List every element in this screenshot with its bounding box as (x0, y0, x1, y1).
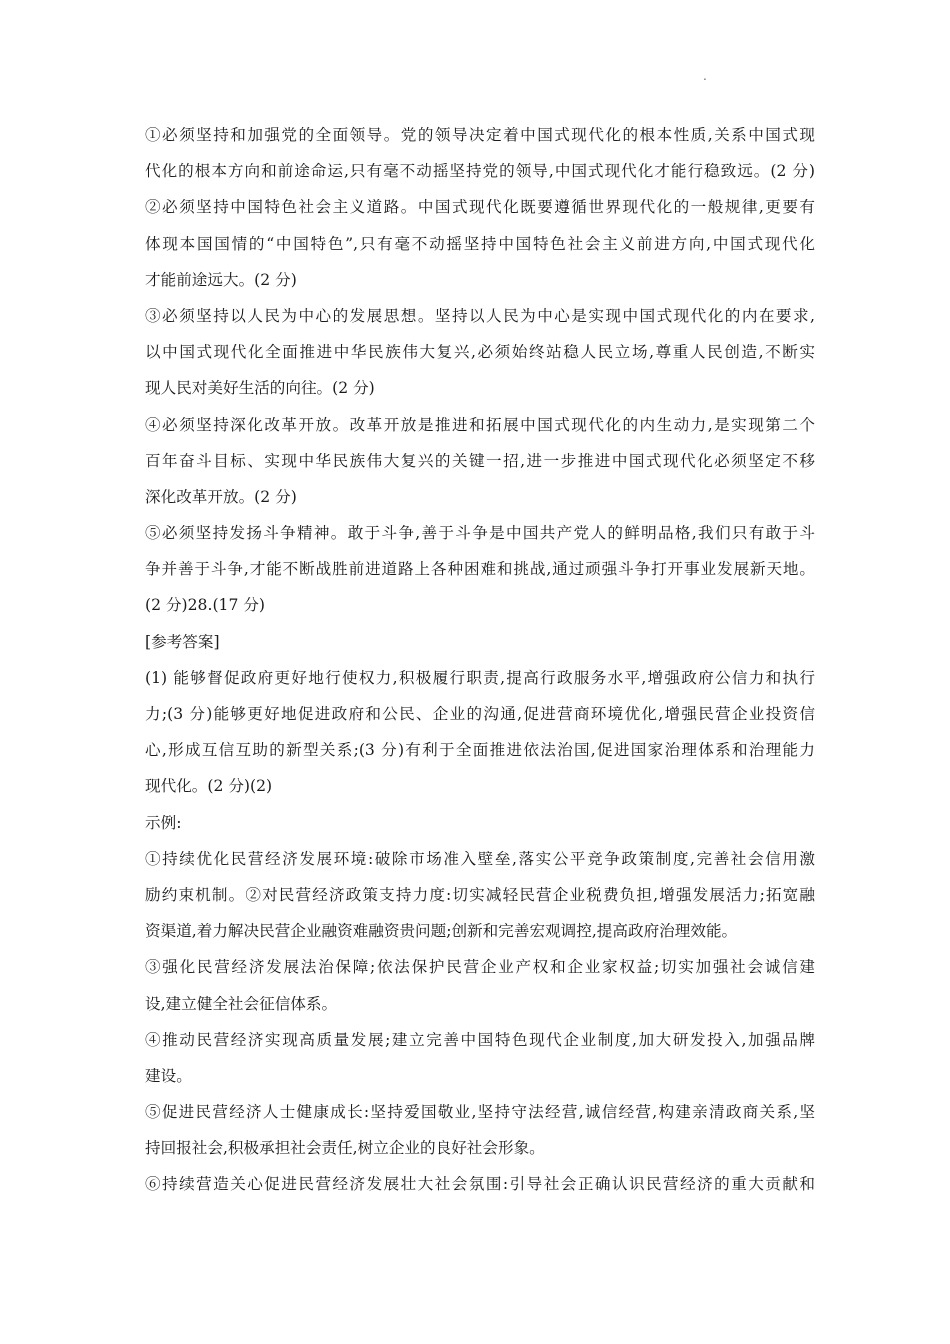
text-line: 现人民对美好生活的向往。(2 分) (145, 379, 375, 398)
text-line: [参考答案] (145, 632, 220, 651)
text-line: ④推动民营经济实现高质量发展;建立完善中国特色现代企业制度,加大研发投入,加强品牌 (145, 1030, 815, 1049)
text-line: ②必须坚持中国特色社会主义道路。中国式现代化既要遵循世界现代化的一般规律,更要有 (145, 198, 815, 217)
text-line: 心,形成互信互助的新型关系;(3 分)有利于全面推进依法治国,促进国家治理体系和治理能力 (145, 741, 815, 760)
text-line: ③强化民营经济发展法治保障;依法保护民营企业产权和企业家权益;切实加强社会诚信建 (145, 958, 815, 977)
text-line: 深化改革开放。(2 分) (145, 487, 297, 506)
text-line: 建设。 (145, 1066, 192, 1085)
text-line: 才能前途远大。(2 分) (145, 270, 297, 289)
text-line: 资渠道,着力解决民营企业融资难融资贵问题;创新和完善宏观调控,提高政府治理效能。 (145, 922, 738, 941)
text-line: ⑤促进民营经济人士健康成长:坚持爱国敬业,坚持守法经营,诚信经营,构建亲清政商关系,坚 (145, 1103, 815, 1122)
text-line: ⑤必须坚持发扬斗争精神。敢于斗争,善于斗争是中国共产党人的鲜明品格,我们只有敢于斗 (145, 524, 815, 543)
text-line: ④必须坚持深化改革开放。改革开放是推进和拓展中国式现代化的内生动力,是实现第二个 (145, 415, 815, 434)
text-line: 力;(3 分)能够更好地促进政府和公民、企业的沟通,促进营商环境优化,增强民营企业投资信 (145, 705, 815, 723)
corner-mark: . (703, 69, 707, 83)
text-line: ①必须坚持和加强党的全面领导。党的领导决定着中国式现代化的根本性质,关系中国式现 (145, 126, 815, 144)
text-line: 争并善于斗争,才能不断战胜前进道路上各种困难和挑战,通过顽强斗争打开事业发展新天地。 (145, 560, 815, 579)
text-line: 百年奋斗目标、实现中华民族伟大复兴的关键一招,进一步推进中国式现代化必须坚定不移 (145, 451, 815, 470)
text-line: 以中国式现代化全面推进中华民族伟大复兴,必须始终站稳人民立场,尊重人民创造,不断实 (145, 343, 815, 362)
text-line: (1) 能够督促政府更好地行使权力,积极履行职责,提高行政服务水平,增强政府公信力和执行 (145, 668, 815, 687)
answer-text-body (145, 117, 815, 1203)
text-line: ⑥持续营造关心促进民营经济发展壮大社会氛围:引导社会正确认识民营经济的重大贡献和 (145, 1175, 815, 1194)
text-line: (2 分)28.(17 分) (145, 596, 265, 615)
text-line: ①持续优化民营经济发展环境:破除市场准入壁垒,落实公平竞争政策制度,完善社会信用激 (145, 849, 815, 868)
text-line: ③必须坚持以人民为中心的发展思想。坚持以人民为中心是实现中国式现代化的内在要求, (145, 306, 815, 325)
text-line: 示例: (145, 813, 182, 832)
text-line: 励约束机制。②对民营经济政策支持力度:切实减轻民营企业税费负担,增强发展活力;拓宽融 (145, 885, 815, 904)
text-line: 体现本国国情的“中国特色”,只有毫不动摇坚持中国特色社会主义前进方向,中国式现代化 (145, 234, 815, 253)
text-line: 现代化。(2 分)(2) (145, 777, 273, 796)
text-line: 持回报社会,积极承担社会责任,树立企业的良好社会形象。 (145, 1139, 545, 1158)
text-line: 代化的根本方向和前途命运,只有毫不动摇坚持党的领导,中国式现代化才能行稳致远。(2 分) (145, 162, 815, 181)
text-line: 设,建立健全社会征信体系。 (145, 994, 338, 1013)
